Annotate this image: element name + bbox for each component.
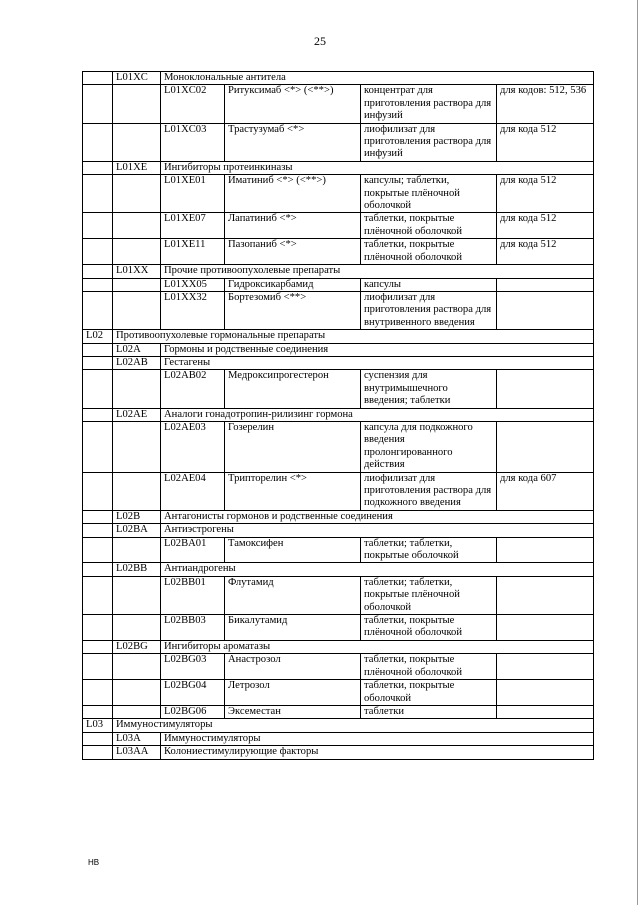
- group-title: Гестагены: [161, 356, 594, 369]
- table-row: [83, 563, 594, 576]
- dosage-form: лиофилизат для приготовления раствора для инфузий: [361, 123, 497, 161]
- note: [497, 705, 594, 718]
- table-row: [83, 213, 594, 239]
- atc-group-code: L01XC: [113, 72, 161, 85]
- drug-name: Трастузумаб <*>: [225, 123, 361, 161]
- drug-name: Летрозол: [225, 680, 361, 706]
- atc-group-code: [113, 537, 161, 563]
- drug-name: Гидроксикарбамид: [225, 278, 361, 291]
- atc-code: L01XX32: [161, 291, 225, 329]
- atc-code: L02BG03: [161, 654, 225, 680]
- group-title: Противоопухолевые гормональные препараты: [113, 330, 594, 343]
- atc-level1-code: [83, 85, 113, 123]
- atc-level1-code: [83, 175, 113, 213]
- atc-level1-code: [83, 278, 113, 291]
- group-title: Аналоги гонадотропин-рилизинг гормона: [161, 408, 594, 421]
- group-title: Иммуностимуляторы: [161, 732, 594, 745]
- dosage-form: таблетки, покрытые плёночной оболочкой: [361, 213, 497, 239]
- group-title: Антиэстрогены: [161, 524, 594, 537]
- drug-name: Ритуксимаб <*> (<**>): [225, 85, 361, 123]
- atc-level1-code: [83, 239, 113, 265]
- table-row: [83, 524, 594, 537]
- atc-level1-code: [83, 537, 113, 563]
- drug-name: Флутамид: [225, 576, 361, 614]
- note: [497, 680, 594, 706]
- atc-level1-code: [83, 680, 113, 706]
- drug-name: Эксеместан: [225, 705, 361, 718]
- atc-group-code: L02A: [113, 343, 161, 356]
- dosage-form: таблетки, покрытые плёночной оболочкой: [361, 239, 497, 265]
- table-row: [83, 291, 594, 329]
- note: для кода 512: [497, 175, 594, 213]
- note: [497, 370, 594, 408]
- atc-level1-code: [83, 213, 113, 239]
- table-row: [83, 705, 594, 718]
- drug-name: Пазопаниб <*>: [225, 239, 361, 265]
- atc-group-code: L01XX: [113, 265, 161, 278]
- table-row: [83, 576, 594, 614]
- footer-mark: НВ: [88, 858, 100, 867]
- table-row: [83, 356, 594, 369]
- atc-group-code: L03A: [113, 732, 161, 745]
- table-row: [83, 421, 594, 472]
- atc-level1-code: L03: [83, 719, 113, 732]
- table-row: [83, 343, 594, 356]
- dosage-form: концентрат для приготовления раствора для инфузий: [361, 85, 497, 123]
- table-row: [83, 732, 594, 745]
- table-row: [83, 161, 594, 174]
- table-row: [83, 265, 594, 278]
- drug-name: Медроксипрогестерон: [225, 370, 361, 408]
- dosage-form: таблетки; таблетки, покрытые оболочкой: [361, 537, 497, 563]
- table-row: [83, 537, 594, 563]
- atc-code: L02BG04: [161, 680, 225, 706]
- atc-group-code: [113, 278, 161, 291]
- note: [497, 278, 594, 291]
- drug-name: Трипторелин <*>: [225, 472, 361, 510]
- atc-group-code: [113, 680, 161, 706]
- atc-code: L02BG06: [161, 705, 225, 718]
- atc-level1-code: [83, 472, 113, 510]
- atc-level1-code: [83, 732, 113, 745]
- atc-group-code: [113, 291, 161, 329]
- atc-level1-code: [83, 563, 113, 576]
- table-row: [83, 746, 594, 759]
- atc-group-code: L02B: [113, 510, 161, 523]
- atc-group-code: [113, 85, 161, 123]
- dosage-form: суспензия для внутримышечного введения; таблетки: [361, 370, 497, 408]
- table-row: [83, 72, 594, 85]
- note: [497, 537, 594, 563]
- atc-group-code: [113, 175, 161, 213]
- atc-code: L02AE03: [161, 421, 225, 472]
- dosage-form: лиофилизат для приготовления раствора для внутривенного введения: [361, 291, 497, 329]
- drug-name: Гозерелин: [225, 421, 361, 472]
- atc-level1-code: [83, 370, 113, 408]
- atc-code: L01XE07: [161, 213, 225, 239]
- drug-name: Бикалутамид: [225, 615, 361, 641]
- atc-group-code: [113, 421, 161, 472]
- atc-level1-code: [83, 510, 113, 523]
- atc-level1-code: [83, 356, 113, 369]
- atc-code: L01XE11: [161, 239, 225, 265]
- atc-level1-code: [83, 291, 113, 329]
- drug-name: Бортезомиб <**>: [225, 291, 361, 329]
- atc-code: L01XC02: [161, 85, 225, 123]
- atc-level1-code: L02: [83, 330, 113, 343]
- note: для кодов: 512, 536: [497, 85, 594, 123]
- page-edge: [637, 0, 638, 905]
- atc-level1-code: [83, 576, 113, 614]
- table-row: [83, 680, 594, 706]
- atc-code: L02AB02: [161, 370, 225, 408]
- note: [497, 654, 594, 680]
- drug-name: Лапатиниб <*>: [225, 213, 361, 239]
- dosage-form: таблетки, покрытые плёночной оболочкой: [361, 654, 497, 680]
- atc-group-code: L02BG: [113, 640, 161, 653]
- group-title: Гормоны и родственные соединения: [161, 343, 594, 356]
- dosage-form: таблетки; таблетки, покрытые плёночной оболочкой: [361, 576, 497, 614]
- atc-code: L02BA01: [161, 537, 225, 563]
- table-row: [83, 654, 594, 680]
- table-row: [83, 640, 594, 653]
- group-title: Ингибиторы протеинкиназы: [161, 161, 594, 174]
- dosage-form: капсула для подкожного введения пролонгированного действия: [361, 421, 497, 472]
- atc-level1-code: [83, 343, 113, 356]
- table-row: [83, 472, 594, 510]
- atc-code: L01XC03: [161, 123, 225, 161]
- note: [497, 291, 594, 329]
- table-row: [83, 330, 594, 343]
- atc-group-code: [113, 576, 161, 614]
- atc-group-code: L02BB: [113, 563, 161, 576]
- group-title: Прочие противоопухолевые препараты: [161, 265, 594, 278]
- atc-group-code: [113, 472, 161, 510]
- note: для кода 512: [497, 213, 594, 239]
- atc-level1-code: [83, 615, 113, 641]
- group-title: Ингибиторы ароматазы: [161, 640, 594, 653]
- table-row: [83, 719, 594, 732]
- drug-name: Тамоксифен: [225, 537, 361, 563]
- atc-group-code: [113, 705, 161, 718]
- atc-group-code: [113, 615, 161, 641]
- atc-level1-code: [83, 654, 113, 680]
- dosage-form: таблетки, покрытые плёночной оболочкой: [361, 615, 497, 641]
- group-title: Иммуностимуляторы: [113, 719, 594, 732]
- group-title: Моноклональные антитела: [161, 72, 594, 85]
- atc-level1-code: [83, 408, 113, 421]
- group-title: Колониестимулирующие факторы: [161, 746, 594, 759]
- table-row: [83, 175, 594, 213]
- page-number: 25: [314, 34, 326, 48]
- drug-name: Иматиниб <*> (<**>): [225, 175, 361, 213]
- table-row: [83, 278, 594, 291]
- table-row: [83, 370, 594, 408]
- note: [497, 421, 594, 472]
- atc-code: L01XX05: [161, 278, 225, 291]
- group-title: Антиандрогены: [161, 563, 594, 576]
- group-title: Антагонисты гормонов и родственные соединения: [161, 510, 594, 523]
- dosage-form: таблетки, покрытые оболочкой: [361, 680, 497, 706]
- atc-level1-code: [83, 123, 113, 161]
- atc-group-code: L02AE: [113, 408, 161, 421]
- atc-group-code: [113, 654, 161, 680]
- table-body: [83, 72, 594, 760]
- note: [497, 615, 594, 641]
- atc-code: L02AE04: [161, 472, 225, 510]
- table-row: [83, 239, 594, 265]
- atc-group-code: L02AB: [113, 356, 161, 369]
- atc-group-code: [113, 239, 161, 265]
- atc-level1-code: [83, 161, 113, 174]
- table-row: [83, 615, 594, 641]
- table-row: [83, 408, 594, 421]
- note: [497, 576, 594, 614]
- dosage-form: таблетки: [361, 705, 497, 718]
- table-row: [83, 123, 594, 161]
- atc-code: L02BB01: [161, 576, 225, 614]
- dosage-form: капсулы: [361, 278, 497, 291]
- dosage-form: капсулы; таблетки, покрытые плёночной оболочкой: [361, 175, 497, 213]
- atc-group-code: [113, 370, 161, 408]
- atc-level1-code: [83, 72, 113, 85]
- atc-level1-code: [83, 746, 113, 759]
- table-row: [83, 510, 594, 523]
- atc-group-code: L01XE: [113, 161, 161, 174]
- atc-code: L01XE01: [161, 175, 225, 213]
- note: для кода 512: [497, 123, 594, 161]
- dosage-form: лиофилизат для приготовления раствора для подкожного введения: [361, 472, 497, 510]
- medication-table: [82, 71, 594, 760]
- atc-group-code: L03AA: [113, 746, 161, 759]
- atc-level1-code: [83, 524, 113, 537]
- atc-group-code: L02BA: [113, 524, 161, 537]
- table-row: [83, 85, 594, 123]
- atc-code: L02BB03: [161, 615, 225, 641]
- note: для кода 512: [497, 239, 594, 265]
- atc-group-code: [113, 213, 161, 239]
- note: для кода 607: [497, 472, 594, 510]
- atc-level1-code: [83, 421, 113, 472]
- atc-level1-code: [83, 265, 113, 278]
- atc-group-code: [113, 123, 161, 161]
- drug-name: Анастрозол: [225, 654, 361, 680]
- atc-level1-code: [83, 705, 113, 718]
- atc-level1-code: [83, 640, 113, 653]
